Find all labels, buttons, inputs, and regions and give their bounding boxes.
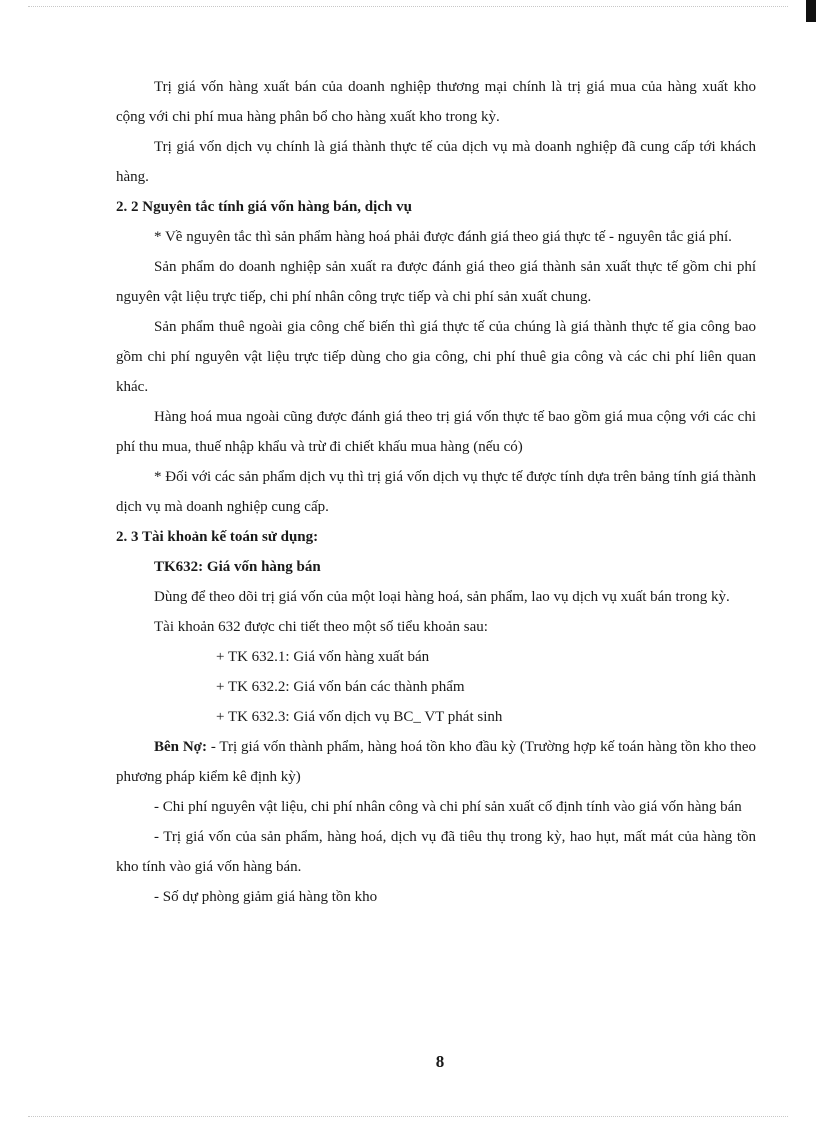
section-heading-2-3: 2. 3 Tài khoản kế toán sử dụng: — [116, 529, 319, 545]
subaccount-item: + TK 632.2: Giá vốn bán các thành phẩm — [216, 679, 465, 695]
section-heading-2-2: 2. 2 Nguyên tắc tính giá vốn hàng bán, dịch vụ — [116, 199, 412, 215]
paragraph-account-purpose: Dùng để theo dõi trị giá vốn của một loại hàng hoá, sản phẩm, lao vụ dịch vụ xuất bán trong kỳ. — [154, 589, 730, 605]
page-content — [116, 72, 756, 912]
corner-mark — [806, 0, 816, 22]
paragraph-debit-item: - Trị giá vốn của sản phẩm, hàng hoá, dịch vụ đã tiêu thụ trong kỳ, hao hụt, mất mát của hàng tồn kho tính vào giá vốn hàng bán. — [116, 829, 756, 875]
debit-side-text: - Trị giá vốn thành phẩm, hàng hoá tồn kho đầu kỳ (Trường hợp kế toán hàng tồn kho theo phương pháp kiểm kê định kỳ) — [116, 739, 756, 785]
paragraph-own-production: Sản phẩm do doanh nghiệp sản xuất ra được đánh giá theo giá thành sản xuất thực tế gồm chi phí nguyên vật liệu trực tiếp, chi phí nhân công trực tiếp và chi phí sản xuất chung. — [116, 259, 756, 305]
paragraph-subaccounts-intro: Tài khoản 632 được chi tiết theo một số tiểu khoản sau: — [154, 619, 488, 635]
paragraph-purchased-goods: Hàng hoá mua ngoài cũng được đánh giá theo trị giá vốn thực tế bao gồm giá mua cộng với các chi phí thu mua, thuế nhập khẩu và trừ đi chiết khấu mua hàng (nếu có) — [116, 409, 756, 455]
paragraph-principle: * Về nguyên tắc thì sản phẩm hàng hoá phải được đánh giá theo giá thực tế - nguyên tắc giá phí. — [154, 229, 732, 245]
top-dotted-border — [28, 6, 788, 7]
paragraph-debit-item: - Chi phí nguyên vật liệu, chi phí nhân công và chi phí sản xuất cố định tính vào giá vốn hàng bán — [154, 799, 742, 815]
paragraph-debit-side — [116, 732, 756, 792]
subaccount-item: + TK 632.3: Giá vốn dịch vụ BC_ VT phát sinh — [216, 709, 503, 725]
paragraph-cost-of-services: Trị giá vốn dịch vụ chính là giá thành thực tế của dịch vụ mà doanh nghiệp đã cung cấp tới khách hàng. — [116, 139, 756, 185]
paragraph-cost-of-goods-trade: Trị giá vốn hàng xuất bán của doanh nghiệp thương mại chính là trị giá mua của hàng xuất kho cộng với chi phí mua hàng phân bổ cho hàng xuất kho trong kỳ. — [116, 79, 756, 125]
paragraph-services: * Đối với các sản phẩm dịch vụ thì trị giá vốn dịch vụ thực tế được tính dựa trên bảng tính giá thành dịch vụ mà doanh nghiệp cung cấp. — [116, 469, 756, 515]
debit-side-label: Bên Nợ: — [154, 739, 207, 755]
bottom-dotted-border — [28, 1116, 788, 1117]
account-title: TK632: Giá vốn hàng bán — [154, 559, 321, 575]
page-number: 8 — [435, 1052, 445, 1071]
subaccount-item: + TK 632.1: Giá vốn hàng xuất bán — [216, 649, 430, 665]
paragraph-outsourced: Sản phẩm thuê ngoài gia công chế biến thì giá thực tế của chúng là giá thành thực tế gia công bao gồm chi phí nguyên vật liệu trực tiếp dùng cho gia công, chi phí thuê gia công và các chi phí liên quan khác. — [116, 319, 756, 395]
paragraph-debit-item: - Số dự phòng giảm giá hàng tồn kho — [154, 889, 378, 905]
